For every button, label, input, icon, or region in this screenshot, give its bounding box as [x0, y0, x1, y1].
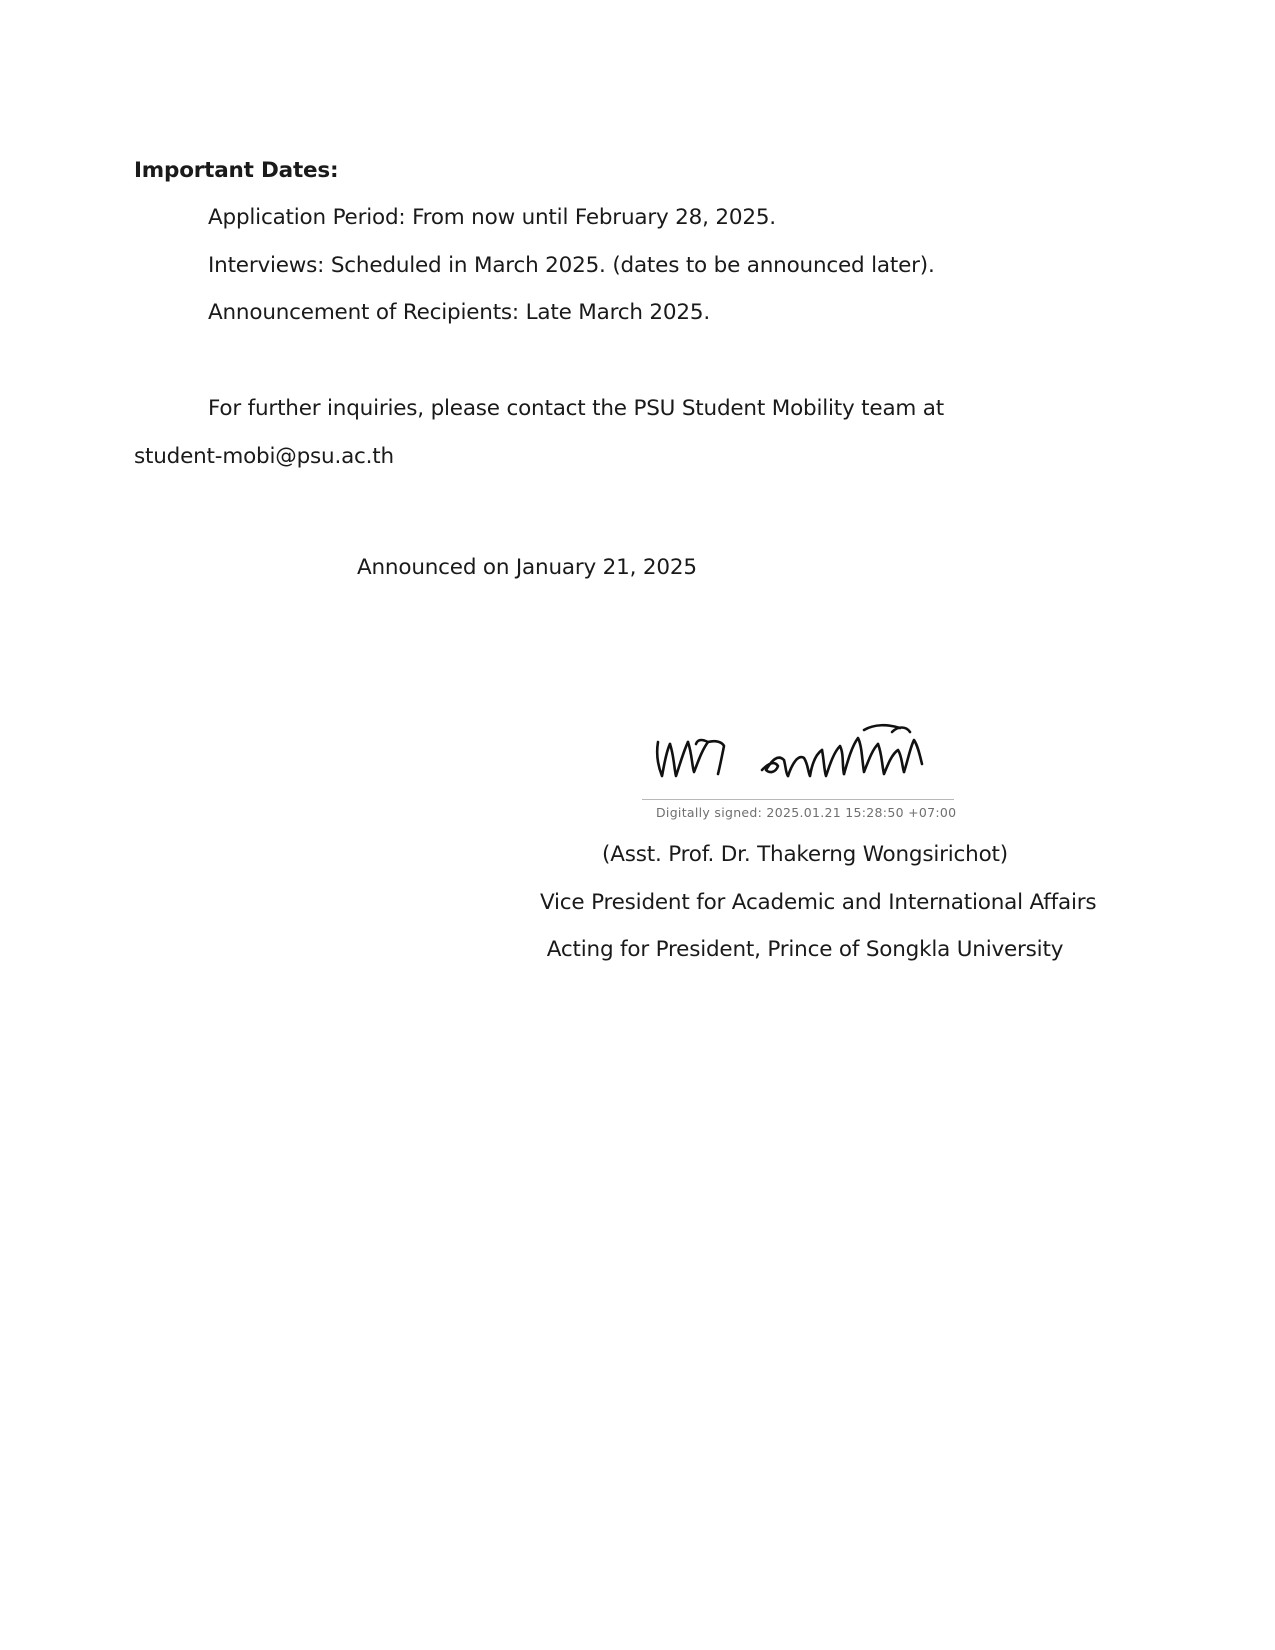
date-item-interviews: Interviews: Scheduled in March 2025. (dates to be announced later).: [208, 253, 935, 278]
signatory-acting-role: Acting for President, Prince of Songkla University: [546, 937, 1064, 962]
digital-signature: [640, 720, 960, 820]
digital-signature-caption: Digitally signed: 2025.01.21 15:28:50 +07:00: [656, 805, 957, 820]
important-dates-heading: Important Dates:: [134, 158, 339, 183]
date-item-application-period: Application Period: From now until February 28, 2025.: [208, 205, 776, 230]
signatory-title: Vice President for Academic and International Affairs: [540, 890, 1097, 915]
signature-line: [642, 799, 954, 800]
signatory-name: (Asst. Prof. Dr. Thakerng Wongsirichot): [602, 842, 1008, 867]
contact-email: student-mobi@psu.ac.th: [134, 444, 394, 469]
contact-paragraph: For further inquiries, please contact the PSU Student Mobility team at: [208, 396, 945, 421]
handwritten-signature: [652, 720, 942, 792]
date-item-announcement-of-recipients: Announcement of Recipients: Late March 2025.: [208, 300, 710, 325]
announcement-date: Announced on January 21, 2025: [357, 555, 697, 580]
